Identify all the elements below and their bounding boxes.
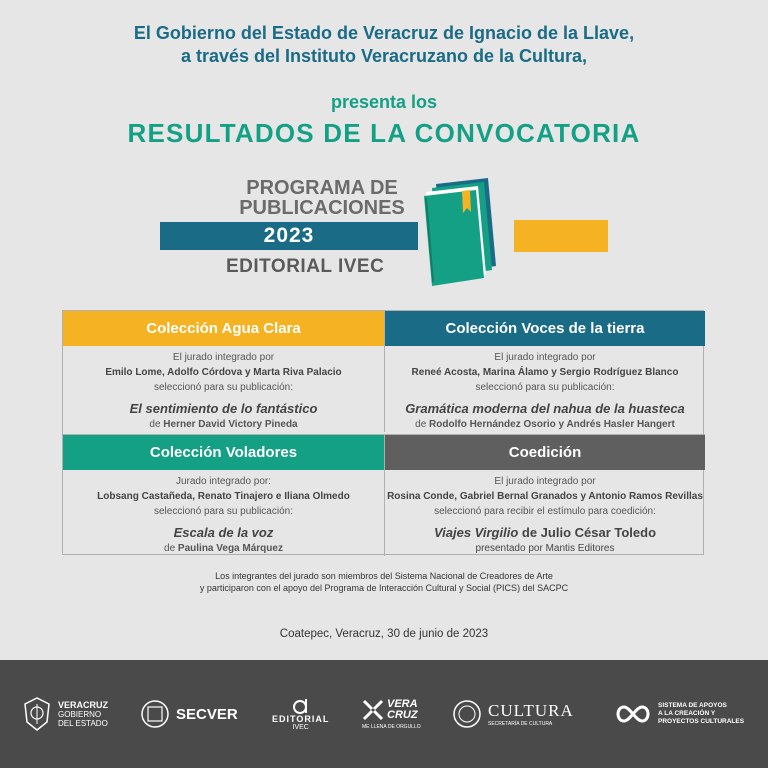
- intro-line-2: a través del Instituto Veracruzano de la Cultura,: [180, 46, 588, 66]
- collection-voladores: [63, 434, 384, 556]
- program-name: [232, 178, 412, 218]
- jury-action: seleccionó para su publicación:: [154, 506, 293, 517]
- collection-title: Colección Agua Clara: [63, 311, 384, 346]
- program-line-1: PROGRAMA DE: [246, 177, 398, 199]
- footnote: [0, 570, 768, 594]
- results-grid: [62, 310, 704, 555]
- work-title: El sentimiento de lo fantástico: [129, 401, 318, 416]
- secver-logo: SECVER: [140, 690, 238, 738]
- jury-names: Emilo Lome, Adolfo Córdova y Marta Riva Palacio: [105, 367, 342, 378]
- collection-agua-clara: [63, 311, 384, 432]
- work-author: de Herner David Victory Pineda: [149, 419, 298, 430]
- jury-names: Reneé Acosta, Marina Álamo y Sergio Rodríguez Blanco: [411, 367, 679, 378]
- book-icon: [418, 170, 518, 286]
- jury-intro: El jurado integrado por: [494, 476, 596, 487]
- place-date: Coatepec, Veracruz, 30 de junio de 2023: [279, 628, 489, 640]
- sistema-apoyos-logo: SISTEMA DE APOYOS A LA CREACIÓN Y PROYECTOS CULTURALES: [614, 690, 744, 738]
- jury-intro: El jurado integrado por: [494, 352, 596, 363]
- intro-text: [0, 22, 768, 68]
- work-author: de Rodolfo Hernández Osorio y Andrés Hasler Hangert: [415, 419, 675, 430]
- work-title: Viajes Virgilio de Julio César Toledo: [433, 525, 657, 540]
- jury-action: seleccionó para su publicación:: [475, 382, 615, 393]
- collection-title: Colección Voladores: [63, 435, 384, 470]
- editorial-circle-icon: [292, 698, 310, 714]
- collection-title: Coedición: [385, 435, 705, 470]
- jury-action: seleccionó para recibir el estímulo para coedición:: [434, 506, 656, 517]
- editorial-ivec-logo: EDITORIAL IVEC: [272, 690, 329, 738]
- jury-intro: Jurado integrado por:: [175, 476, 272, 487]
- editorial-label: EDITORIAL IVEC: [226, 256, 385, 277]
- veracruz-gobierno-logo: VERACRUZ GOBIERNO DEL ESTADO: [22, 690, 108, 738]
- cultura-logo: CULTURA SECRETARÍA DE CULTURA: [452, 690, 574, 738]
- program-logo: [150, 170, 620, 290]
- jury-names: Rosina Conde, Gabriel Bernal Granados y Antonio Ramos Revillas: [387, 491, 703, 502]
- jury-intro: El jurado integrado por: [172, 352, 275, 363]
- veracruz-orgullo-logo: VERA CRUZ ME LLENA DE ORGULLO: [362, 697, 421, 730]
- program-line-2: PUBLICACIONES: [239, 197, 405, 219]
- work-author: de Paulina Vega Márquez: [164, 543, 283, 554]
- work-title: Gramática moderna del nahua de la huasteca: [405, 401, 685, 416]
- collection-title: Colección Voces de la tierra: [385, 311, 705, 346]
- presenta-text: presenta los: [330, 92, 438, 112]
- work-title: Escala de la voz: [173, 525, 274, 540]
- secver-emblem-icon: [140, 699, 170, 729]
- year-bar: 2023: [160, 222, 418, 250]
- footer-logos-bar: [0, 660, 768, 768]
- footnote-line-1: Los integrantes del jurado son miembros del Sistema Nacional de Creadores de Arte: [215, 571, 553, 581]
- footnote-line-2: y participaron con el apoyo del Programa de Interacción Cultural y Social (PICS) del SACPC: [199, 583, 569, 593]
- eagle-seal-icon: [452, 699, 482, 729]
- intro-line-1: El Gobierno del Estado de Veracruz de Ignacio de la Llave,: [133, 23, 635, 43]
- infinity-icon: [614, 703, 652, 725]
- work-presenter: presentado por Mantis Editores: [475, 543, 615, 554]
- jury-action: seleccionó para su publicación:: [154, 382, 293, 393]
- collection-voces-de-la-tierra: [384, 311, 705, 432]
- collection-coedicion: [384, 434, 705, 556]
- coat-of-arms-icon: [22, 696, 52, 732]
- veracruz-pattern-icon: [362, 699, 384, 721]
- page-title: RESULTADOS DE LA CONVOCATORIA: [127, 118, 641, 148]
- yellow-bar: [514, 220, 608, 252]
- jury-names: Lobsang Castañeda, Renato Tinajero e Iliana Olmedo: [97, 491, 350, 502]
